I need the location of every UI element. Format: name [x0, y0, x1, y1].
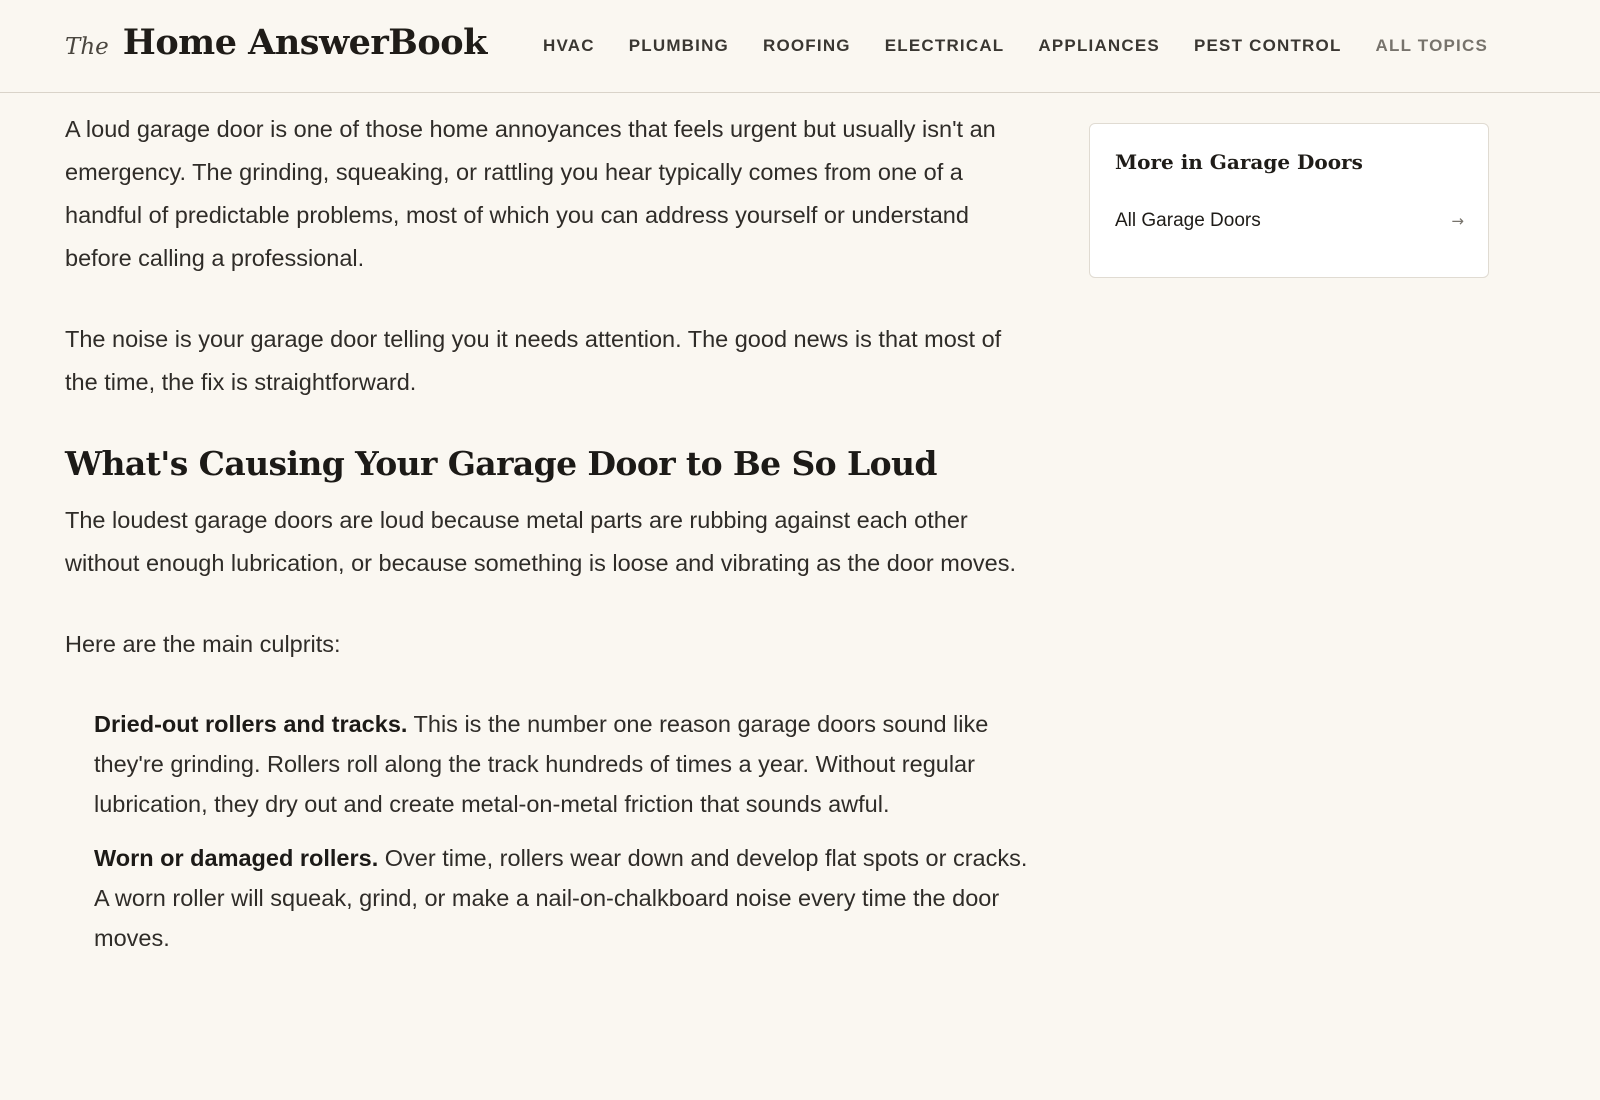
section-heading: What's Causing Your Garage Door to Be So Loud [65, 444, 937, 483]
section-paragraph: The loudest garage doors are loud because metal parts are rubbing against each other without enough lubrication, or because something is loose and vibrating as the door moves. [65, 507, 1017, 576]
sidebar-title: More in Garage Doors [1115, 150, 1363, 174]
intro-paragraph: A loud garage door is one of those home annoyances that feels urgent but usually isn't an emergency. The grinding, squeaking, or rattling you hear typically comes from one of a handful of predictable problems, most of which you can address yourself or understand before calling a professional. [65, 116, 996, 271]
sidebar-link-label: All Garage Doors [1115, 210, 1261, 231]
nav-item-pest-control[interactable]: PEST CONTROL [1193, 36, 1342, 55]
all-garage-doors-link[interactable] [1115, 210, 1464, 232]
list-item-title: Dried-out rollers and tracks. [94, 711, 408, 737]
logo-name: Home AnswerBook [122, 22, 487, 63]
culprits-list [65, 704, 1035, 958]
logo-prefix: The [65, 34, 109, 60]
arrow-right-icon: → [1451, 212, 1464, 230]
article-body [65, 108, 1035, 972]
site-header [0, 0, 1600, 93]
main-nav [543, 36, 1488, 56]
list-item [94, 838, 1035, 958]
nav-item-plumbing[interactable]: PLUMBING [628, 36, 729, 55]
intro-paragraph: The noise is your garage door telling you it needs attention. The good news is that most of the time, the fix is straightforward. [65, 326, 1002, 395]
nav-item-electrical[interactable]: ELECTRICAL [884, 36, 1005, 55]
nav-item-hvac[interactable]: HVAC [543, 36, 595, 55]
nav-item-appliances[interactable]: APPLIANCES [1038, 36, 1160, 55]
list-item-title: Worn or damaged rollers. [94, 845, 379, 871]
list-item-text: This is the number one reason garage doors sound like they're grinding. Rollers roll along the track hundreds of times a year. Without regular lubrication, they dry out and create metal-on-metal friction that sounds awful. [94, 711, 989, 817]
section-paragraph: Here are the main culprits: [65, 631, 341, 657]
list-item [94, 704, 1035, 824]
site-logo[interactable] [65, 22, 487, 63]
nav-item-roofing[interactable]: ROOFING [762, 36, 851, 55]
list-item-text: Over time, rollers wear down and develop flat spots or cracks. A worn roller will squeak, grind, or make a nail-on-chalkboard noise every time the door moves. [94, 845, 1028, 951]
related-sidebar-card [1089, 123, 1489, 278]
nav-item-all-topics[interactable]: ALL TOPICS [1375, 36, 1488, 55]
